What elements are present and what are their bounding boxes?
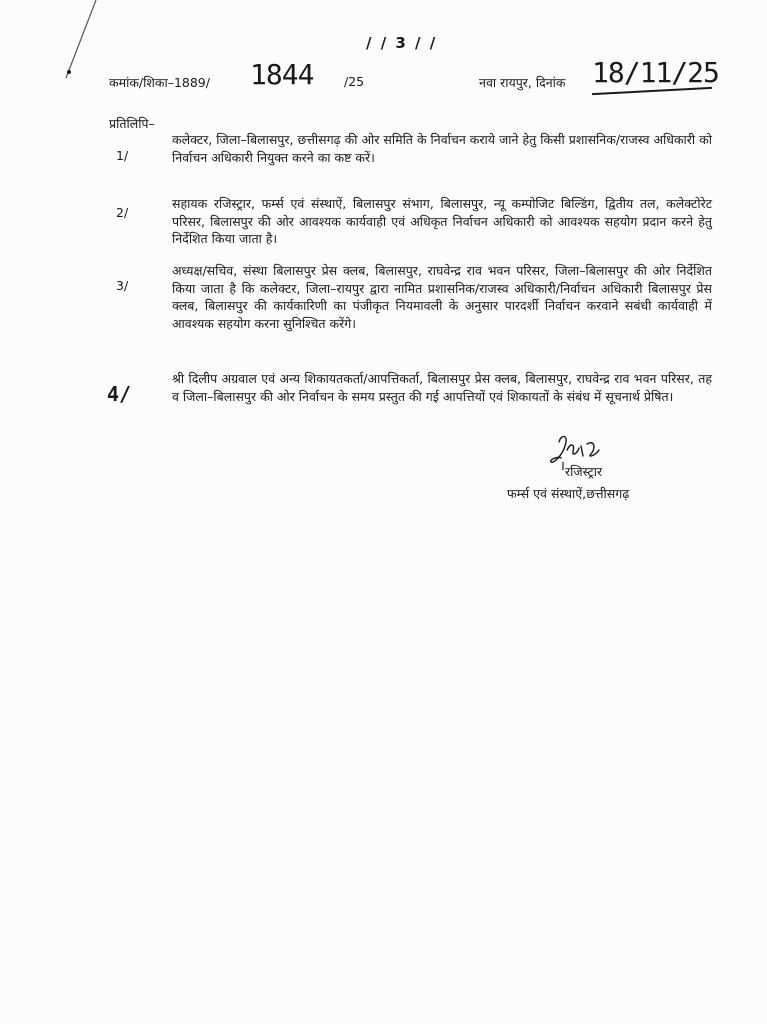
copy-to-label: प्रतिलिपि– [109,116,155,131]
item-text: कलेक्टर, जिला–बिलासपुर, छत्तीसगढ़ की ओर समिति के निर्वाचन कराये जाने हेतु किसी प्रशासनिक/राजस्व अधिकारी को निर्वाचन अधिकारी नियुक्त करने का कष्ट करें। [172,132,712,165]
date-label: नवा रायपुर, दिनांक [479,75,566,90]
page-number: / / 3 / / [366,34,438,52]
signatory-office: फर्म्स एवं संस्थाऐं,छत्तीसगढ़ [507,486,630,501]
item-number: 2/ [116,205,129,220]
item-text: श्री दिलीप अग्रवाल एवं अन्य शिकायतकर्ता/आपत्तिकर्ता, बिलासपुर प्रेस क्लब, बिलासपुर, राघवेन्द्र राव भवन परिसर, तह व जिला–बिलासपुर की ओर निर्वाचन के समय प्रस्तुत की गई आपत्तियों एवं शिकायतों के संबंध में सूचनार्थ प्रेषित। [172,371,712,404]
signatory-title: रजिस्ट्रार [565,464,603,479]
reference-prefix: कमांक/शिका–1889/ [109,75,210,90]
ink-dot [67,70,71,74]
date-handwritten: 18/11/25 [592,56,719,89]
item-text: अध्यक्ष/सचिव, संस्था बिलासपुर प्रेस क्लब, बिलासपुर, राघवेन्द्र राव भवन परिसर, जिला–बिलासपुर की ओर निर्देशित किया जाता है कि कलेक्टर, जिला–रायपुर द्वारा नामित प्रशासनिक/राजस्व अधिकारी/निर्वाचन अधिकारी बिलासपुर प्रेस क्लब, बिलासपुर की कार्यकारिणी का पंजीकृत नियमावली के अनुसार पारदर्शी निर्वाचन करवाने सबंधी कार्यवाही में आवश्यक सहयोग करना सुनिश्चित करेंगे। [172,263,712,331]
item-number-handwritten: 4/ [107,382,132,406]
item-number: 3/ [116,278,129,293]
item-number: 1/ [116,148,129,163]
reference-year: /25 [344,74,365,89]
reference-number-handwritten: 1844 [250,58,314,91]
item-text: सहायक रजिस्ट्रार, फर्म्स एवं संस्थाऐं, बिलासपुर संभाग, बिलासपुर, न्यू कम्पोजिट बिल्डिंग, द्वितीय तल, कलेक्टोरेट परिसर, बिलासपुर की ओर आवश्यक कार्यवाही एवं अधिकृत निर्वाचन अधिकारी को आवश्यक सहयोग प्रदान करने हेतु निर्देशित किया जाता है। [172,196,712,246]
